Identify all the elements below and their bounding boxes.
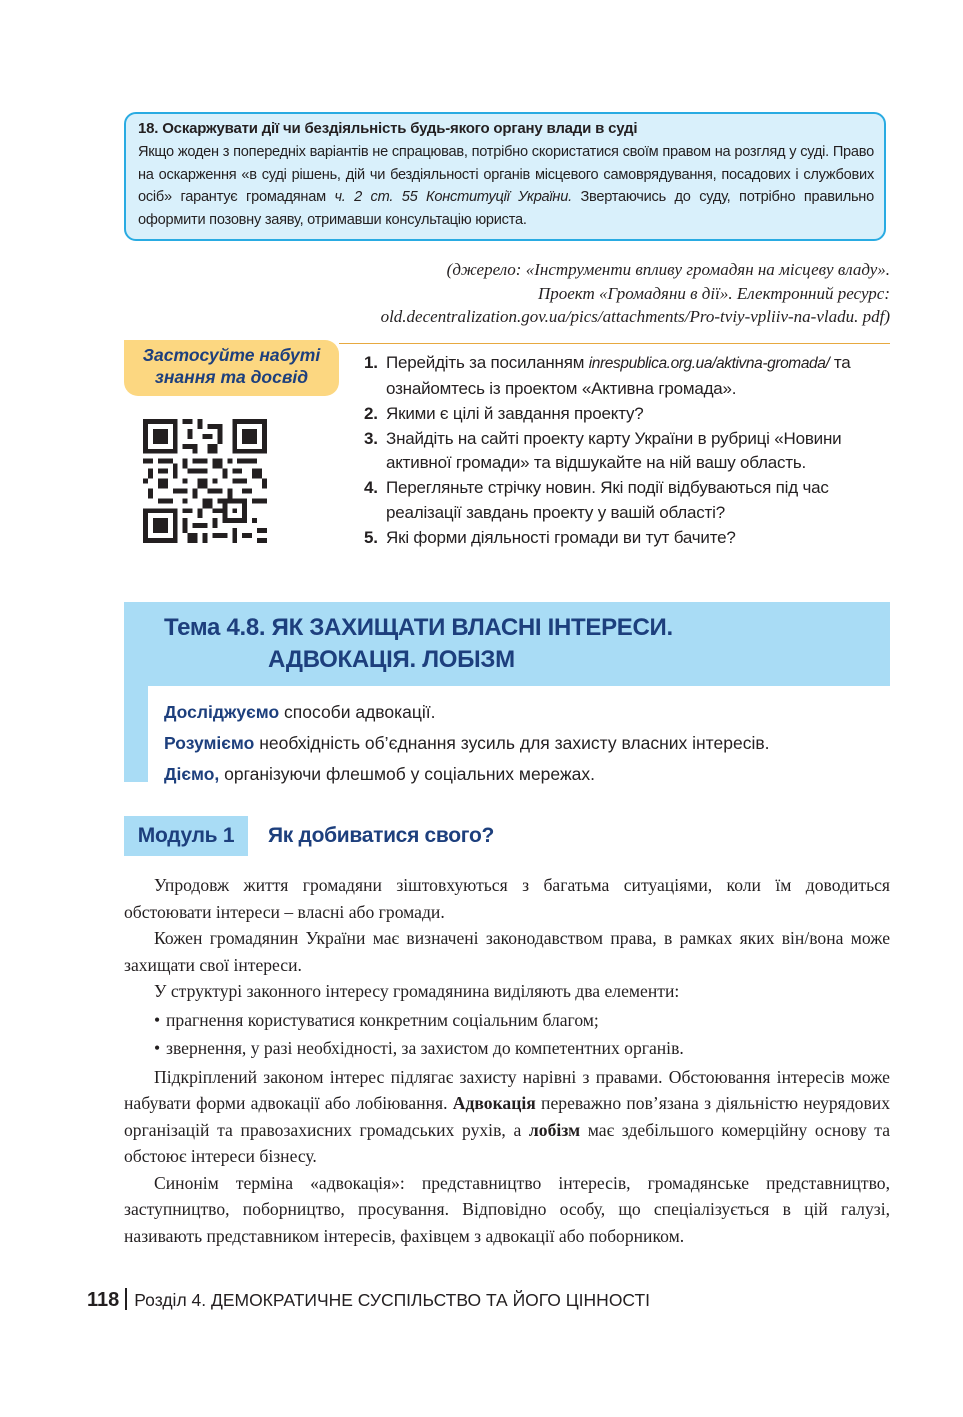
project-link[interactable]: inrespublica.org.ua/aktivna-gromada/ [588,355,830,372]
paragraph: Кожен громадянин України має визначені законодавством права, в рамках яких він/вона може захищати свої інтереси. [124,928,890,975]
constitution-reference: ч. 2 ст. 55 Конституції України. [334,189,572,205]
goal-verb: Розуміємо [164,733,255,753]
task-number: 4. [364,478,378,497]
bullet-text: прагнення користуватися конкретним соціальним благом; [166,1009,599,1030]
task-number: 2. [364,403,378,423]
topic-title-line2: АДВОКАЦІЯ. ЛОБІЗМ [268,646,515,673]
list-item [360,427,890,476]
list-item [360,476,890,525]
paragraph: У структурі законного інтересу громадянина виділяють два елементи: [154,981,680,1001]
box-text [138,141,874,231]
list-item [360,526,890,551]
list-item [360,351,890,401]
task-text: Знайдіть на сайті проекту карту України в рубриці «Новини активної громади» та відшукайте на ній вашу область. [386,428,842,472]
task-number: 1. [364,353,378,372]
task-number: 5. [364,527,378,547]
apply-knowledge-label [124,340,339,396]
goals-side-bar [124,686,148,782]
goal-verb: Діємо, [164,764,220,784]
goal-text: способи адвокації. [279,702,436,722]
task-text: Якими є цілі й завдання проекту? [386,403,644,423]
task-list [360,351,890,551]
page-footer [87,1286,650,1314]
chapter-title: Розділ 4. ДЕМОКРАТИЧНЕ СУСПІЛЬСТВО ТА ЙОГО ЦІННОСТІ [134,1290,651,1310]
box-text-part1: Якщо жоден з попередніх варіантів не спрацював, потрібно скористатися своїм правом на розгляд у суді. Право на оскарження «в суді рішень, дій чи бездіяльності органів місцевого самоврядування, посадових і службових осіб» гарантує громадянам [138,144,874,205]
info-box-18 [124,112,886,241]
paragraph [124,1064,890,1170]
paragraph-text: має здебільшого комерційну основу та обстоює інтереси бізнесу. [124,1119,890,1166]
learning-goals [164,697,884,790]
topic-title-line1: Тема 4.8. ЯК ЗАХИЩАТИ ВЛАСНІ ІНТЕРЕСИ. [164,614,673,641]
goal-item [164,728,884,759]
goal-verb: Досліджуємо [164,702,280,722]
source-line: old.decentralization.gov.ua/pics/attachments/Pro-tviy-vpliiv-na-vladu. pdf) [380,307,890,326]
paragraph: Упродовж життя громадяни зіштовхуються з багатьма ситуаціями, коли їм доводиться обстоювати інтереси – власні або громади. [124,875,890,922]
label-line: Застосуйте набуті [142,345,321,365]
box-title: 18. Оскаржувати дії чи бездіяльність будь-якого органу влади в суді [138,120,638,137]
paragraph: Синонім терміна «адвокація»: представництво інтересів, громадянське представництво, заступництво, поборництво, просування. Відповідно особу, що спеціалізується в цій галузі, називають представником інтересів, фахівцем з адвокації або поборником. [124,1172,890,1246]
bullet-text: звернення, у разі необхідності, за захистом до компетентних органів. [166,1038,684,1058]
page-number: 118 [87,1289,120,1311]
topic-title [164,612,864,676]
qr-code-icon[interactable] [143,419,267,543]
bullet-item [124,1007,890,1034]
task-text: Перейдіть за посиланням [386,353,589,372]
task-text: та ознайомтесь із проектом «Активна громада». [386,353,851,398]
goal-text: організуючи флешмоб у соціальних мережах. [219,764,595,784]
goal-text: необхідність об’єднання зусиль для захисту власних інтересів. [254,733,770,753]
task-number: 3. [364,428,378,448]
source-line: Проект «Громадяни в дії». Електронний ресурс: [537,283,890,303]
term-advocacy: Адвокація [452,1093,536,1113]
task-text: Перегляньте стрічку новин. Які події відбуваються під час реалізації завдань проекту у вашій області? [386,478,829,522]
task-text: Які форми діяльності громади ви тут бачите? [386,527,736,547]
source-citation [190,258,890,329]
divider [339,343,890,344]
module-label: Модуль 1 [124,816,248,856]
goal-item [164,697,884,728]
bullet-item [124,1035,890,1062]
label-line: знання та досвід [154,367,309,387]
list-item [360,402,890,427]
goal-item [164,759,884,790]
module-title: Як добиватися свого? [268,824,495,847]
paragraph-text: Підкріплений законом інтерес підлягає захисту нарівні з правами. Обстоювання інтересів може набувати форми адвокації або лобіювання. [124,1066,890,1113]
paragraph-text: переважно пов’язана з діяльністю неурядових організацій та правозахисних громадських рухів, а [124,1093,891,1140]
body-text [124,872,890,1249]
box-text-part2: Звертаючись до суду, потрібно правильно оформити позовну заяву, отримавши консультацію юриста. [138,189,874,228]
footer-separator [125,1288,127,1310]
source-line: (джерело: «Інструменти впливу громадян на місцеву владу». [446,260,890,279]
term-lobbying: лобізм [528,1119,581,1140]
